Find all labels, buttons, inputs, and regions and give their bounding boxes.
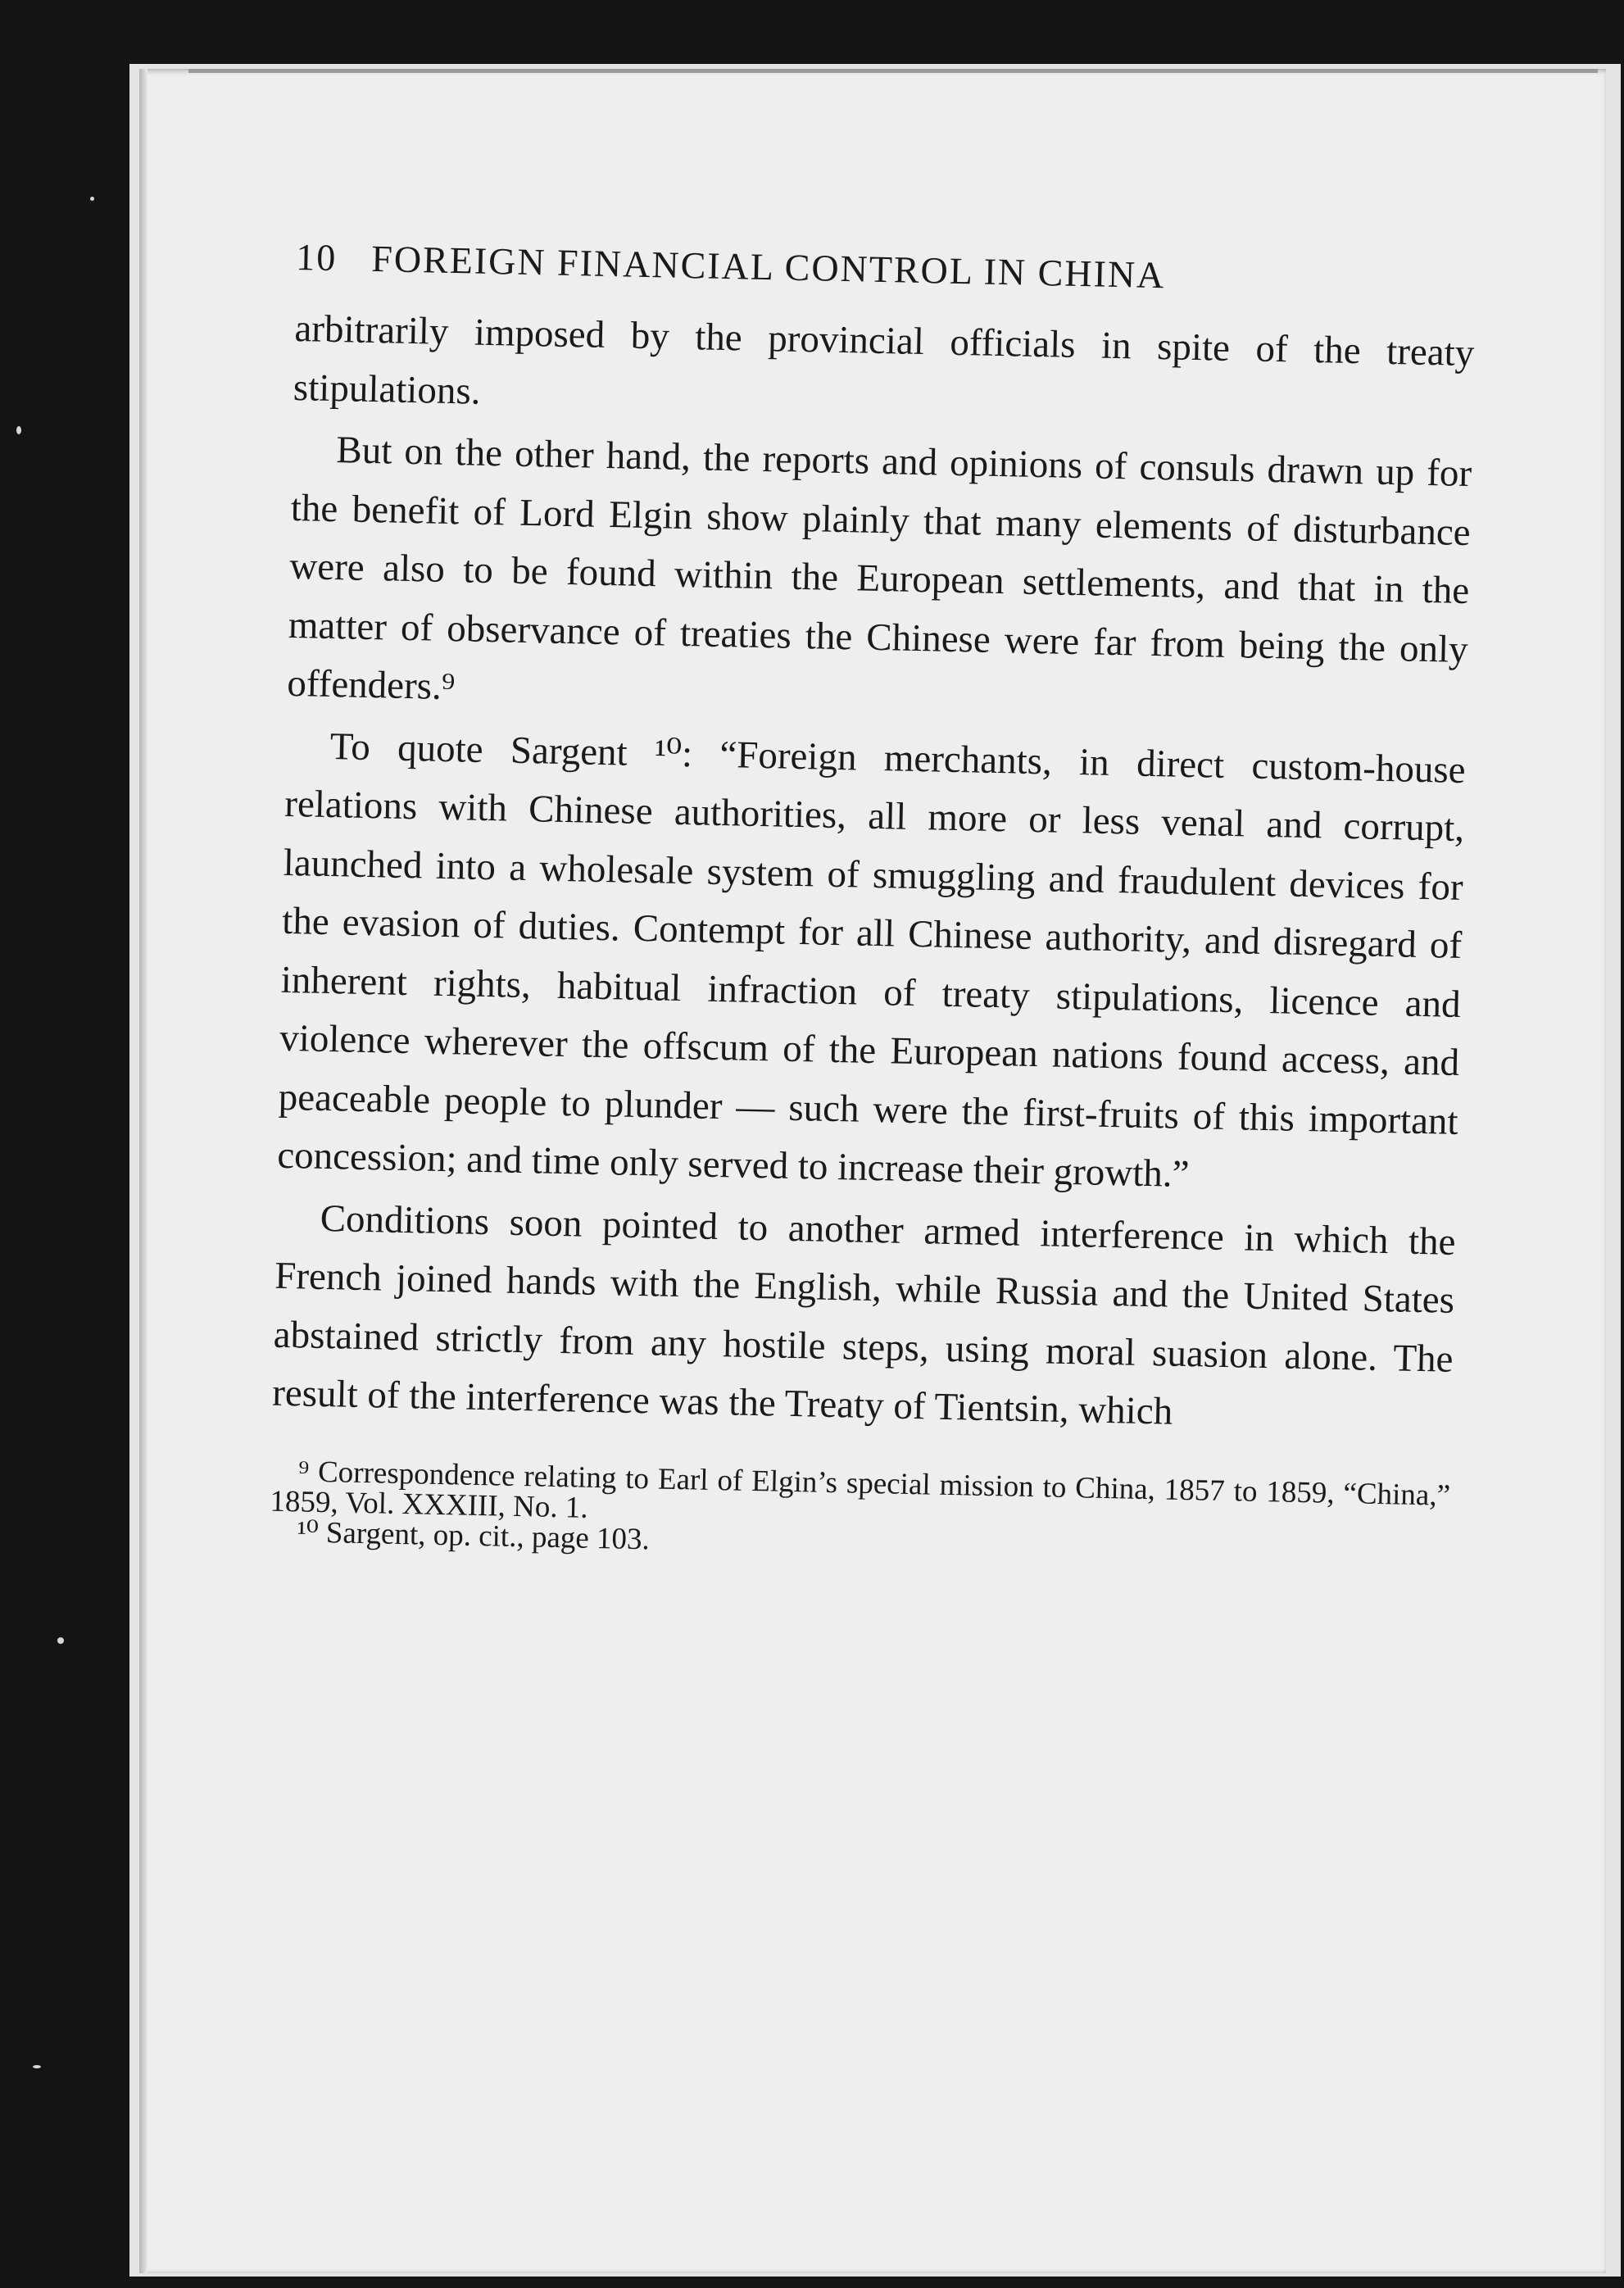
- footnote-9: ⁹ Correspondence relating to Earl of Elgin’s special mission to China, 1857 to 1859, “China,” 1859, Vol. XXXIII, No. 1.: [270, 1454, 1451, 1525]
- page-gutter-edge: [139, 69, 147, 2273]
- footnote-10: ¹⁰ Sargent, op. cit., page 103.: [297, 1514, 651, 1556]
- page-text-block: [269, 231, 1476, 1571]
- paragraph-tientsin: Conditions soon pointed to another armed interference in which the French joined hands with the English, while Russia and the United States abstained strictly from any hostile steps, using moral suasion alone. The result of the interference was the Treaty of Tientsin, which: [271, 1196, 1457, 1433]
- running-title: FOREIGN FINANCIAL CONTROL IN CHINA: [370, 237, 1166, 297]
- page-top-rule: [188, 69, 1598, 73]
- paragraph-sargent-quote: To quote Sargent ¹⁰: “Foreign merchants, in direct custom-house relations with Chinese authorities, all more or less venal and corrupt, launched into a wholesale system of smuggling and fraudulent devices for the evasion of duties. Contempt for all Chinese authority, and disregard of inherent rights, habitual infraction of treaty stipulations, licence and violence wherever the offscum of the European nations found access, and peaceable people to plunder — such were the first-fruits of this important concession; and time only served to increase their growth.”: [276, 724, 1467, 1196]
- paragraph-continuation: arbitrarily imposed by the provincial officials in spite of the treaty stipulations.: [293, 306, 1475, 413]
- page-number: 10: [295, 235, 338, 279]
- paragraph-consuls: But on the other hand, the reports and opinions of consuls drawn up for the benefit of Lord Elgin show plainly that many elements of disturbance were also to be found within the European settlements, and that in the matter of observance of treaties the Chinese were far from being the only offenders.⁹: [286, 429, 1472, 709]
- scan-margin: [0, 0, 139, 2288]
